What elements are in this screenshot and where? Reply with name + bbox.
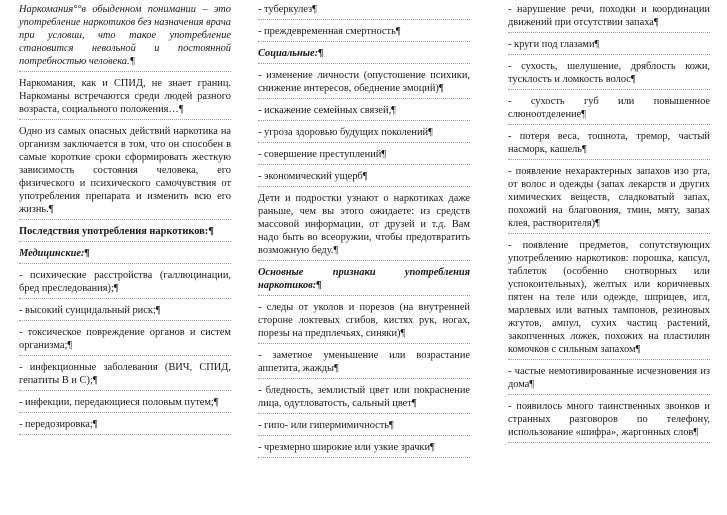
list-item: - следы от уколов и порезов (на внутренней стороне локтевых сгибов, кистях рук, ногах, порезы на предплечьях, синяки)¶ — [258, 301, 470, 344]
list-item: - появилось много таинственных звонков и странных разговоров по телефону, использование «шифра», жаргонных слов¶ — [508, 400, 710, 443]
list-item: - круги под глазами¶ — [508, 38, 710, 55]
list-item: - инфекции, передающиеся половым путем;¶ — [19, 396, 231, 413]
list-item: - частые немотивированные исчезновения из дома¶ — [508, 365, 710, 395]
list-item: - преждевременная смертность¶ — [258, 25, 470, 42]
paragraph-spid: Наркомания, как и СПИД, не знает границ. Наркоманы встречаются среди людей разного возраста, социального положения…¶ — [19, 77, 231, 120]
paragraph-danger: Одно из самых опасных действий наркотика на организм заключается в том, что он способен в самые короткие сроки сформировать жесткую зависимость состояния человека, его физического и психического самочувствия от употребления препарата и изменить всю его жизнь.¶ — [19, 125, 231, 220]
list-item: - совершение преступлений¶ — [258, 148, 470, 165]
list-item: - потеря веса, тошнота, тремор, частый насморк, кашель¶ — [508, 130, 710, 160]
heading-consequences: Последствия употребления наркотиков:¶ — [19, 225, 231, 242]
column-middle — [258, 3, 470, 463]
list-item: - инфекционные заболевания (ВИЧ, СПИД, гепатиты В и С);¶ — [19, 361, 231, 391]
list-item: - изменение личности (опустошение психики, снижение интересов, обеднение эмоций)¶ — [258, 69, 470, 99]
list-item: - появление предметов, сопутствующих употреблению наркотиков: порошка, капсул, таблеток (особенно снотворных или успокоительных), желтых или коричневых пятен на теле или одежде, шприцев, игл, марлевых или ватных тампонов, резиновых жгутов, ампул, сухих частиц растений, закопченных ложек, похожих на пластилин комочков с сильным запахом¶ — [508, 239, 710, 360]
list-item: - психические расстройства (галлюцинации, бред преследования);¶ — [19, 269, 231, 299]
list-item: - экономический ущерб¶ — [258, 170, 470, 187]
list-item: - передозировка;¶ — [19, 418, 231, 435]
list-item: - гипо- или гипермимичность¶ — [258, 419, 470, 436]
heading-social: Социальные:¶ — [258, 47, 470, 64]
column-right — [508, 3, 710, 448]
heading-signs: Основные признаки употребления наркотиков:¶ — [258, 266, 470, 296]
column-left — [19, 3, 231, 440]
list-item: - сухость, шелушение, дряблость кожи, тусклость и ломкость волос¶ — [508, 60, 710, 90]
heading-medical: Медицинские:¶ — [19, 247, 231, 264]
list-item: - токсическое повреждение органов и систем организма;¶ — [19, 326, 231, 356]
list-item: - туберкулез¶ — [258, 3, 470, 20]
list-item: - угроза здоровью будущих поколений¶ — [258, 126, 470, 143]
list-item: - нарушение речи, походки и координации движений при отсутствии запаха¶ — [508, 3, 710, 33]
definition-paragraph: Наркомания°°в обыденном понимании – это употребление наркотиков без назначения врача при условии, что такое употребление становится невольной и постоянной потребностью человека.¶ — [19, 3, 231, 72]
list-item: - высокий суицидальный риск;¶ — [19, 304, 231, 321]
list-item: - бледность, землистый цвет или покраснение лица, одутловатость, сальный цвет¶ — [258, 384, 470, 414]
list-item: - заметное уменьшение или возрастание аппетита, жажды¶ — [258, 349, 470, 379]
paragraph-children: Дети и подростки узнают о наркотиках даже раньше, чем вы этого ожидаете: из средств массовой информации, от друзей и т.д. Вам надо быть во всеоружии, чтобы предотвратить возможную беду.¶ — [258, 192, 470, 261]
list-item: - искажение семейных связей,¶ — [258, 104, 470, 121]
list-item: - сухость губ или повышенное слюноотделение¶ — [508, 95, 710, 125]
list-item: - чрезмерно широкие или узкие зрачки¶ — [258, 441, 470, 458]
list-item: - появление нехарактерных запахов изо рта, от волос и одежды (запах лекарств и других химических веществ, сладковатый запах, похожий на благовония, тмин, мяту, запах клея, растворителя)¶ — [508, 165, 710, 234]
